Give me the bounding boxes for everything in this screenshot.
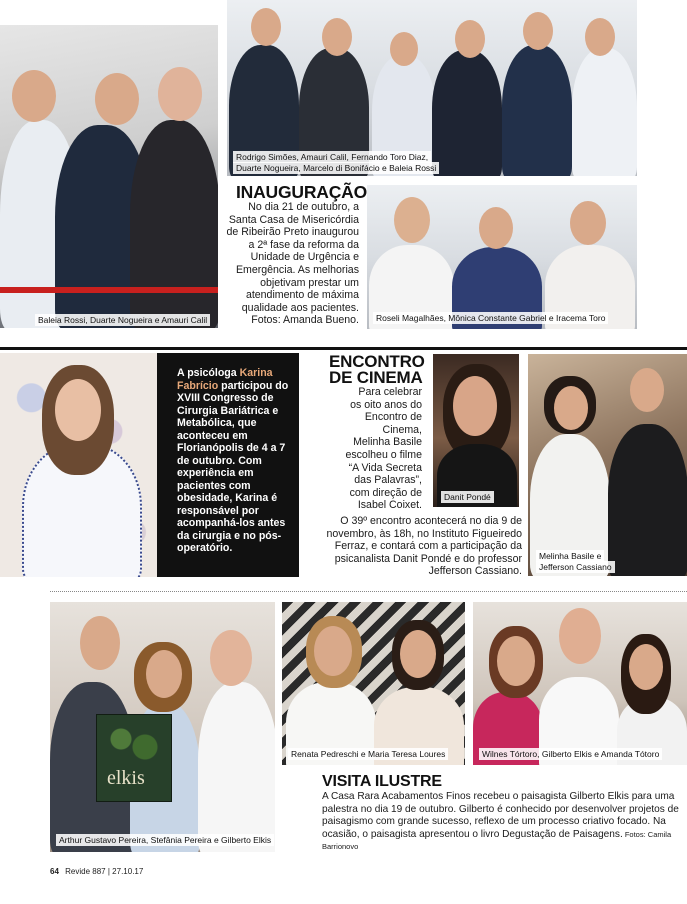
photo-renata-maria xyxy=(282,602,465,765)
cinema-body-2: O 39º encontro acontecerá no dia 9 de novembro, às 18h, no Instituto Figueiredo Ferraz, e contará com a participação da psicanalista Danit Pondé e do professor Jefferson Cassiano. xyxy=(326,515,522,578)
visita-title: VISITA ILUSTRE xyxy=(322,773,442,790)
caption-melinha-line1: Melinha Basile e xyxy=(536,550,604,562)
visita-credit: Fotos: Camila Barrionovo xyxy=(322,829,672,852)
photo-ribbon-cutting xyxy=(0,25,218,328)
issue-date: 27.10.17 xyxy=(112,867,144,876)
karina-text: A psicóloga Karina Fabrício participou do XVIII Congresso de Cirurgia Bariátrica e Metabólica, que aconteceu em Florianópolis de 4 a 7 de outubro. Com experiência em pacientes com obesidade, Karina é responsável por acompanhá-los antes da cirurgia e no pós-operatório. xyxy=(177,367,289,554)
visita-body-block xyxy=(322,791,684,854)
caption-renata-maria: Renata Pedreschi e Maria Teresa Loures xyxy=(288,748,448,760)
section-divider-top xyxy=(0,347,687,350)
book-title: elkis xyxy=(107,767,145,789)
cinema-title-line1: ENCONTRO xyxy=(329,352,425,371)
caption-ribbon-cutting: Baleia Rossi, Duarte Nogueira e Amauri Calil xyxy=(35,314,210,326)
photo-elkis-main xyxy=(50,602,275,852)
photo-wilnes-gilberto-amanda xyxy=(473,602,687,765)
cinema-title-line2: DE CINEMA xyxy=(329,368,423,387)
caption-wilnes: Wilnes Tórtoro, Gilberto Elkis e Amanda Tótoro xyxy=(479,748,662,760)
page-number: 64 xyxy=(50,867,59,876)
karina-name: Karina Fabrício xyxy=(177,367,273,392)
inauguracao-title: INAUGURAÇÃO xyxy=(236,182,367,202)
page-footer: 64 Revide 887 | 27.10.17 xyxy=(50,867,144,876)
caption-three-women: Roseli Magalhães, Mônica Constante Gabriel e Iracema Toro xyxy=(373,312,608,324)
section-divider-dotted xyxy=(50,591,687,592)
magazine-name: Revide 887 xyxy=(65,867,106,876)
karina-text-box xyxy=(157,353,299,577)
photo-melinha-jefferson xyxy=(528,354,687,576)
caption-elkis-main: Arthur Gustavo Pereira, Stefânia Pereira e Gilberto Elkis xyxy=(56,834,274,846)
caption-melinha-line2: Jefferson Cassiano xyxy=(536,561,615,573)
photo-karina xyxy=(0,353,157,577)
photo-danit xyxy=(433,354,519,507)
caption-group-men-line1: Rodrigo Simões, Amauri Calil, Fernando Toro Diaz, xyxy=(233,151,431,163)
photo-three-women xyxy=(367,185,637,329)
inauguracao-body: No dia 21 de outubro, a Santa Casa de Misericórdia de Ribeirão Preto inaugurou a 2ª fase da reforma da Unidade de Urgência e Emergência. As melhorias objetivam prestar um atendimento de máxima qualidade aos pacientes. Fotos: Amanda Bueno. xyxy=(226,201,359,327)
caption-group-men-line2: Duarte Nogueira, Marcelo di Bonifácio e Baleia Rossi xyxy=(233,162,439,174)
photo-group-men xyxy=(227,0,637,176)
caption-danit: Danit Pondé xyxy=(441,491,494,503)
visita-body: A Casa Rara Acabamentos Finos recebeu o paisagista Gilberto Elkis para uma palestra no dia 19 de outubro. Gilberto é conhecido por desenvolver projetos de paisagismo com grande sucesso, reflexo de um processo criativo focado. Na ocasião, o paisagista apresentou o livro Degustação de Paisagens. xyxy=(322,791,679,840)
cinema-body-1: Para celebrar os oito anos do Encontro de Cinema, Melinha Basile escolheu o filme “A Vida Secreta das Palavras”, com direção de Isabel Coixet. xyxy=(345,386,422,512)
